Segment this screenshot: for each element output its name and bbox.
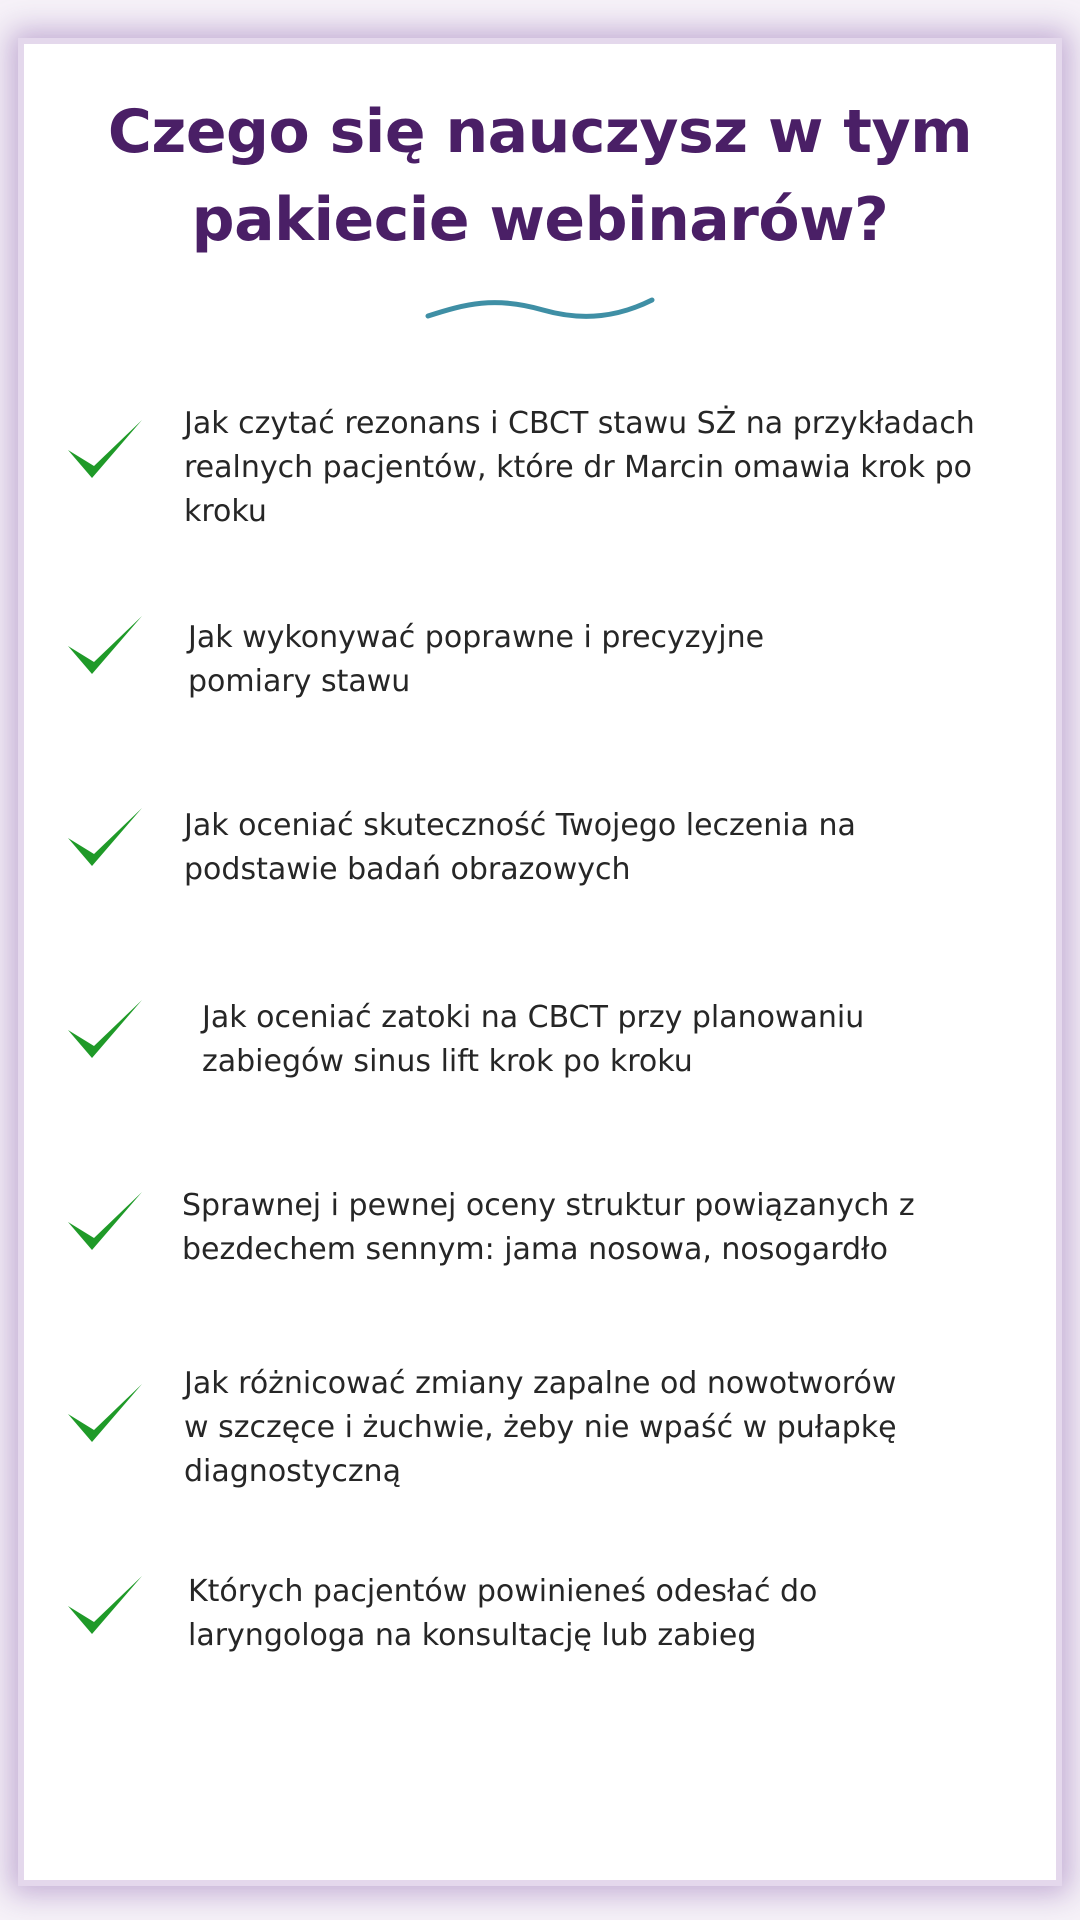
list-item-text: Jak oceniać zatoki na CBCT przy planowaniu zabiegów sinus lift krok po kroku [202,1000,865,1079]
list-item-text: Których pacjentów powinieneś odesłać do laryngologa na konsultację lub zabieg [188,1574,818,1653]
list-item-text: Jak czytać rezonans i CBCT stawu SŻ na przykładach realnych pacjentów, które dr Marcin omawia krok po kroku [184,406,975,529]
list-item-text: Jak wykonywać poprawne i precyzyjne pomiary stawu [188,620,765,699]
checkmark-icon [64,1568,144,1640]
checkmark-icon [64,412,144,484]
title-line-2: pakiecie webinarów? [191,185,889,255]
checkmark-icon [64,608,144,680]
list-item-text: Sprawnej i pewnej oceny struktur powiązanych z bezdechem sennym: jama nosowa, nosogardło [182,1188,915,1267]
checkmark-icon [64,992,144,1064]
page-title [40,88,1040,264]
list-item-text: Jak oceniać skuteczność Twojego leczenia na podstawie badań obrazowych [184,808,856,887]
checkmark-icon [64,1376,144,1448]
list-item-text: Jak różnicować zmiany zapalne od nowotworów w szczęce i żuchwie, żeby nie wpaść w pułapkę diagnostyczną [184,1366,897,1489]
title-line-1: Czego się nauczysz w tym [107,97,973,167]
wave-divider [425,292,655,326]
checkmark-icon [64,800,144,872]
checkmark-icon [64,1184,144,1256]
